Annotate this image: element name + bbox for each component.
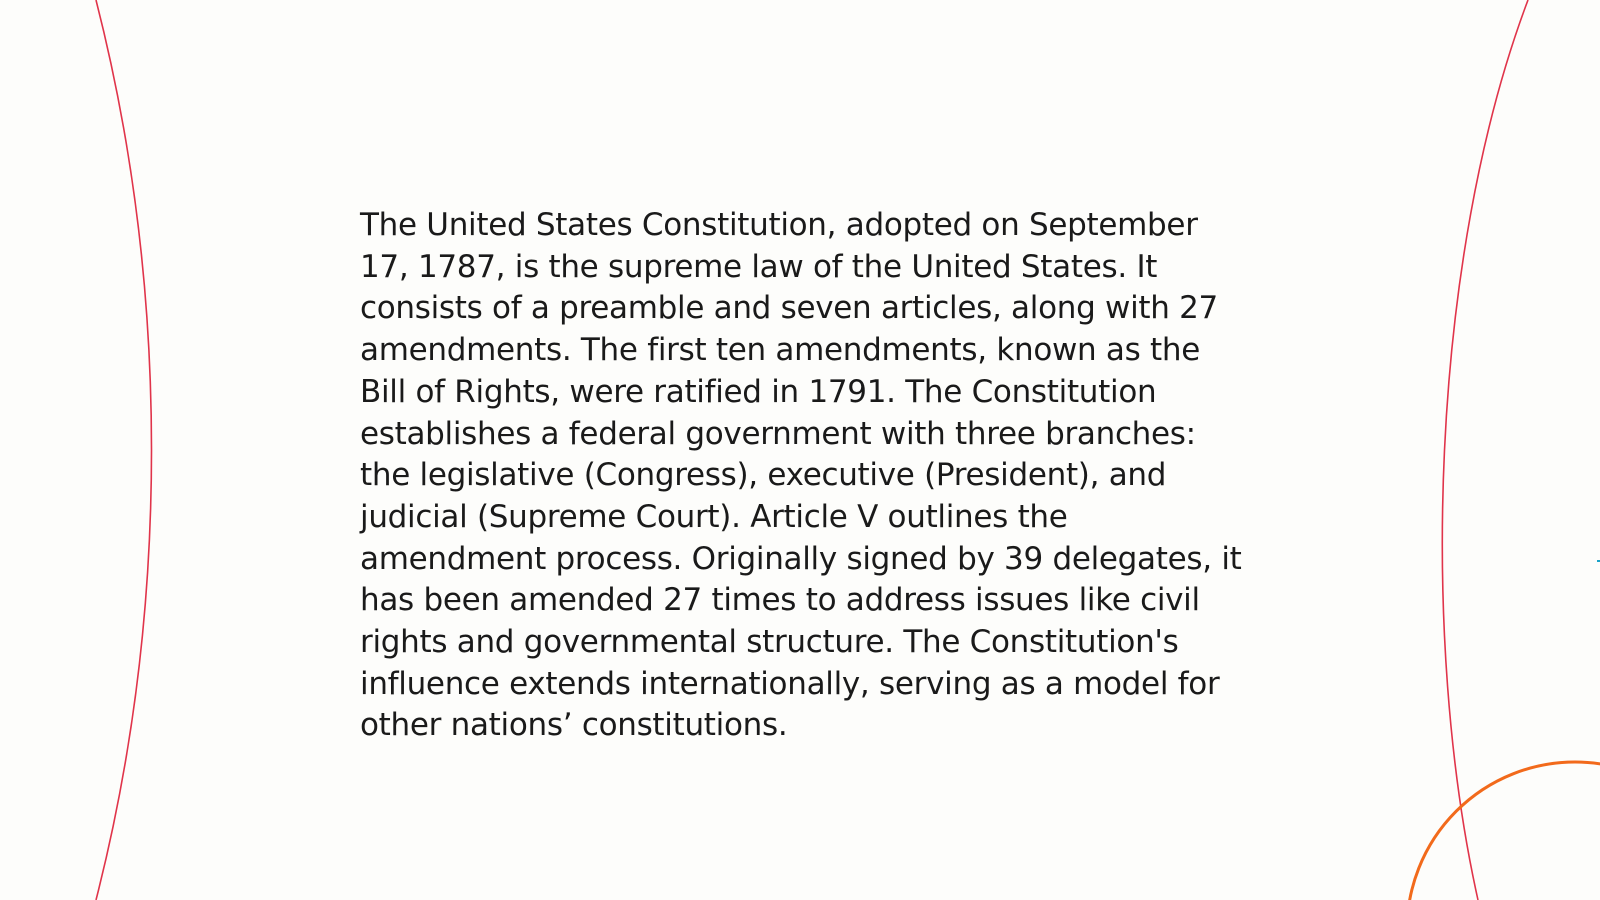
slide-paragraph: The United States Constitution, adopted on September 17, 1787, is the supreme law of the United States. It consists of a preamble and seven articles, along with 27 amendments. The first ten amendments, known as the Bill of Rights, were ratified in 1791. The Constitution establishes a federal government with three branches: the legislative (Congress), executive (President), and judicial (Supreme Court). Article V outlines the amendment process. Originally signed by 39 delegates, it has been amended 27 times to address issues like civil rights and governmental structure. The Constitution's influence extends internationally, serving as a model for other nations’ constitutions. bbox=[360, 207, 1242, 744]
right-red-curve bbox=[1442, 0, 1528, 900]
orange-arc bbox=[1407, 762, 1600, 900]
left-red-curve bbox=[96, 0, 152, 900]
